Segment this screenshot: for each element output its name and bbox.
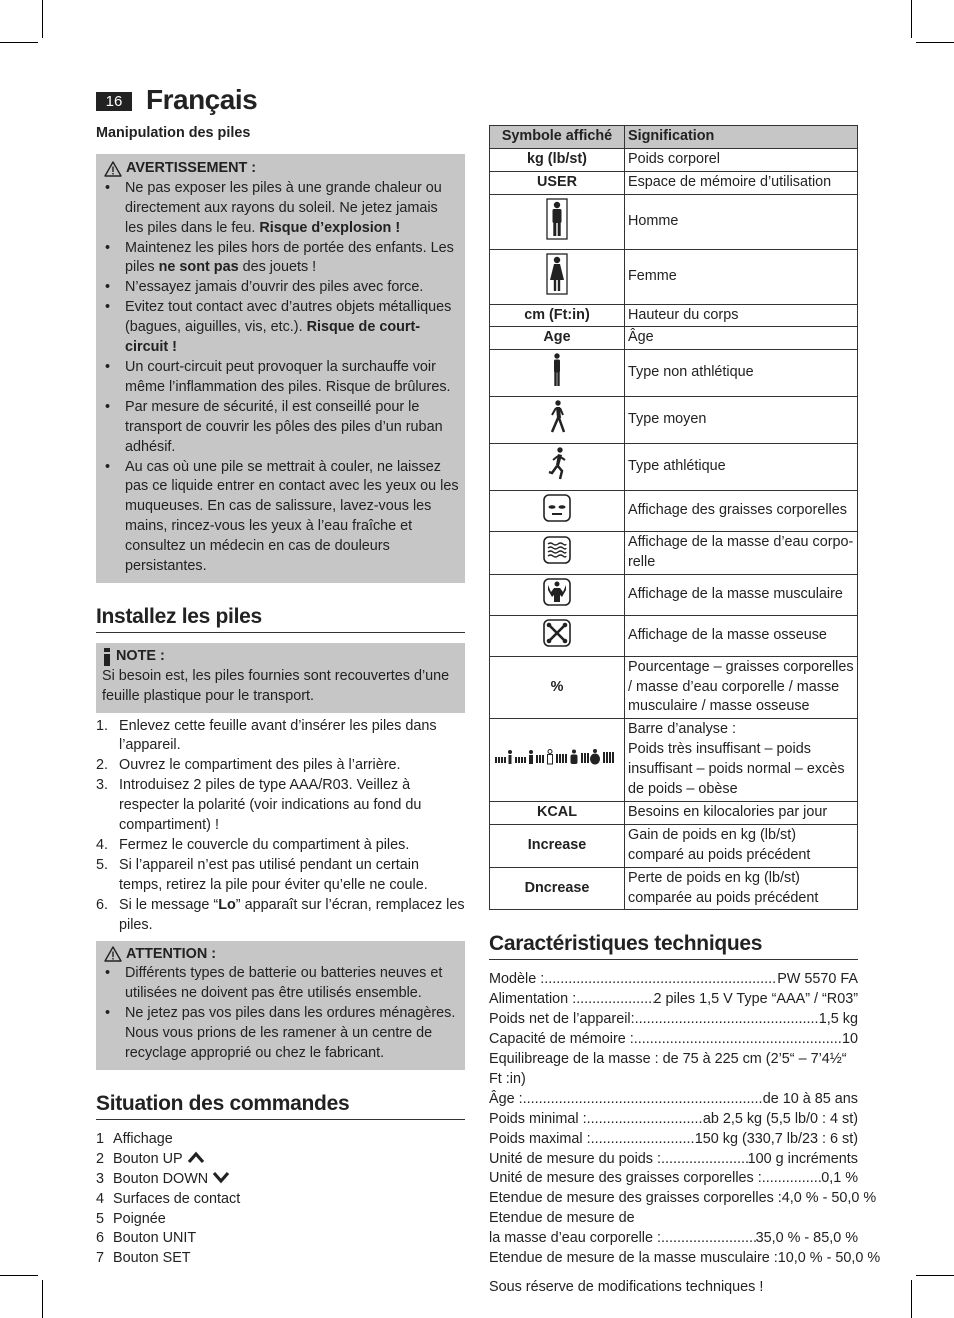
analysis-bar-icon [493, 748, 621, 773]
spec-row: Alimentation : ..... 2 piles 1,5 V Type “AAA” / “R03” [489, 990, 858, 1010]
table-row [490, 824, 858, 867]
list-item: • Par mesure de sécurité, il est conseillé pour le transport de couvrir les pôles des piles d’un ruban adhésif. [102, 398, 459, 458]
meaning-cell: Espace de mémoire d’utilisation [625, 171, 858, 194]
crop-mark [0, 42, 38, 43]
table-row [490, 148, 858, 171]
meaning-cell: Type moyen [625, 397, 858, 444]
list-item: 6 Bouton UNIT [96, 1230, 197, 1247]
crop-mark [42, 0, 43, 38]
chevron-up-icon [187, 1151, 205, 1164]
symbol-cell [490, 397, 625, 444]
page-number: 16 [96, 92, 132, 111]
attention-box [96, 941, 465, 1070]
chevron-down-icon [212, 1171, 230, 1184]
warning-title: AVERTISSEMENT : [102, 159, 459, 179]
note-title: NOTE : [102, 647, 459, 667]
table-row [490, 304, 858, 327]
spec-row: Âge : ..... de 10 à 85 ans [489, 1090, 858, 1110]
symbol-cell [490, 350, 625, 397]
list-item: 5. Si l’appareil n’est pas utilisé pendant un certain temps, retirez la pile pour éviter qu’elle ne coule. [96, 856, 428, 893]
specs-note: Sous réserve de modifications techniques ! [489, 1278, 764, 1295]
warning-box [96, 154, 465, 583]
table-row [490, 350, 858, 397]
man-icon [546, 198, 568, 247]
attention-list [102, 964, 459, 1064]
meaning-cell: Affichage de la masse osseuse [625, 615, 858, 656]
specs-list [489, 970, 881, 1269]
table-row [490, 327, 858, 350]
list-item: 4. Fermez le couvercle du compartiment à piles. [96, 837, 410, 853]
symbol-cell: Age [490, 327, 625, 350]
table-row [490, 719, 858, 802]
symbol-cell: USER [490, 171, 625, 194]
meaning-cell: Perte de poids en kg (lb/st) comparée au poids précédent [625, 867, 858, 910]
symbol-cell: cm (Ft:in) [490, 304, 625, 327]
woman-icon [546, 253, 568, 302]
spec-row: Etendue de mesure de la masse musculaire : 10,0 % - 50,0 % [489, 1250, 881, 1267]
commands-list [96, 1130, 465, 1269]
standing-person-icon [550, 353, 564, 394]
table-row [490, 194, 858, 249]
symbol-cell: Increase [490, 824, 625, 867]
meaning-cell: Affichage de la masse musculaire [625, 574, 858, 615]
note-text: Si besoin est, les piles fournies sont recouvertes d’une feuille plastique pour le transport. [102, 667, 450, 704]
spec-row: Poids maximal : ..... 150 kg (330,7 lb/23 : 6 st) [489, 1130, 858, 1150]
left-column [96, 124, 465, 1269]
symbols-table [489, 125, 858, 910]
meaning-cell: Besoins en kilocalories par jour [625, 801, 858, 824]
table-row [490, 615, 858, 656]
spec-row: Capacité de mémoire : ..... 10 [489, 1030, 858, 1050]
list-item: • Au cas où une pile se mettrait à couler, ne laissez pas ce liquide entrer en contact avec les yeux ou les muqueuses. En cas de salissure, lavez-vous les mains, rincez-vous les yeux à l’eau fraîche et consultez un médecin en cas de douleurs persistantes. [102, 458, 459, 577]
list-item: 7 Bouton SET [96, 1250, 191, 1267]
symbol-cell [490, 249, 625, 304]
specs-heading: Caractéristiques techniques [489, 934, 858, 960]
meaning-cell: Âge [625, 327, 858, 350]
table-row [490, 867, 858, 910]
warning-triangle-icon [104, 946, 122, 962]
muscle-icon [543, 578, 571, 613]
install-step-6 [96, 896, 465, 936]
list-item: • Un court-circuit peut provoquer la surchauffe voir même l’inflammation des piles. Risque de brûlures. [102, 358, 459, 398]
symbol-cell: kg (lb/st) [490, 148, 625, 171]
meaning-cell: Affichage des graisses corporelles [625, 491, 858, 532]
meaning-cell: Pourcentage – graisses corporelles / masse d’eau corporelle / masse musculaire / masse osseuse [625, 656, 858, 719]
battery-handling-subtitle: Manipulation des piles [96, 125, 251, 141]
list-item: 1 Affichage [96, 1130, 173, 1147]
crop-mark [916, 42, 954, 43]
list-item: 3. Introduisez 2 piles de type AAA/R03. Veillez à respecter la polarité (voir indications au fond du compartiment) ! [96, 777, 422, 834]
spec-row: Modèle : ..... PW 5570 FA [489, 970, 858, 990]
list-item: • Evitez tout contact avec d’autres objets métalliques (bagues, aiguilles, vis, etc.). Risque de court-circuit ! [102, 298, 459, 358]
table-row [490, 531, 858, 574]
warning-list [102, 179, 459, 577]
meaning-cell: Hauteur du corps [625, 304, 858, 327]
list-item: • N’essayez jamais d’ouvrir des piles avec force. [102, 278, 459, 298]
spec-row: Poids net de l’appareil: ..... 1,5 kg [489, 1010, 858, 1030]
meaning-cell: Type non athlétique [625, 350, 858, 397]
page-title: Français [146, 84, 258, 115]
table-header-meaning: Signification [625, 126, 858, 149]
symbol-cell [490, 194, 625, 249]
list-item: • Ne pas exposer les piles à une grande chaleur ou directement aux rayons du soleil. Ne jetez jamais les piles dans le feu. Risque d’explosion ! [102, 179, 459, 239]
list-item: 5 Poignée [96, 1210, 166, 1227]
water-icon [543, 536, 571, 571]
symbol-cell [490, 444, 625, 491]
note-box [96, 643, 465, 713]
crop-mark [42, 1280, 43, 1318]
symbol-cell: % [490, 656, 625, 719]
body-fat-icon [543, 494, 571, 529]
meaning-cell: Type athlétique [625, 444, 858, 491]
spec-row: Etendue de mesure des graisses corporelles : 4,0 % - 50,0 % [489, 1190, 877, 1207]
warning-triangle-icon [104, 161, 122, 177]
meaning-cell: Barre d’analyse : Poids très insuffisant – poids insuffisant – poids normal – excès de poids – obèse [625, 719, 858, 802]
table-row [490, 397, 858, 444]
right-column [489, 125, 881, 1298]
spec-row: Unité de mesure du poids : ..... 100 g incréments [489, 1150, 858, 1170]
list-item: 3 Bouton DOWN [96, 1170, 465, 1190]
info-icon [102, 648, 112, 666]
table-row [490, 656, 858, 719]
list-item: 1. Enlevez cette feuille avant d’insérer les piles dans l’appareil. [96, 717, 437, 754]
bone-icon [543, 619, 571, 654]
table-row [490, 171, 858, 194]
list-item: • Ne jetez pas vos piles dans les ordures ménagères. Nous vous prions de les ramener à un centre de recyclage approprié ou chez le fabricant. [102, 1004, 459, 1064]
symbol-cell [490, 574, 625, 615]
list-item: 4 Surfaces de contact [96, 1190, 241, 1207]
meaning-cell: Poids corporel [625, 148, 858, 171]
table-row [490, 444, 858, 491]
list-item: • Maintenez les piles hors de portée des enfants. Les piles ne sont pas des jouets ! [102, 239, 459, 279]
spec-row: la masse d’eau corporelle : ..... 35,0 % - 85,0 % [489, 1229, 858, 1249]
table-row [490, 574, 858, 615]
crop-mark [916, 1275, 954, 1276]
install-steps [96, 717, 465, 896]
commands-heading: Situation des commandes [96, 1094, 465, 1120]
list-item: 2. Ouvrez le compartiment des piles à l’arrière. [96, 757, 401, 774]
spec-row: Unité de mesure des graisses corporelles : ..... 0,1 % [489, 1169, 858, 1189]
spec-row: Poids minimal : ..... ab 2,5 kg (5,5 lb/0 : 4 st) [489, 1110, 858, 1130]
symbol-cell: KCAL [490, 801, 625, 824]
crop-mark [911, 0, 912, 38]
meaning-cell: Affichage de la masse d’eau corporelle [625, 531, 858, 574]
list-item: • Différents types de batterie ou batteries neuves et utilisées ne doivent pas être utilisés ensemble. [102, 964, 459, 1004]
attention-title: ATTENTION : [102, 945, 459, 965]
walking-person-icon [546, 400, 568, 441]
table-row [490, 801, 858, 824]
spec-row: Etendue de mesure de [489, 1210, 635, 1227]
crop-mark [0, 1275, 38, 1276]
crop-mark [911, 1280, 912, 1318]
install-heading: Installez les piles [96, 607, 465, 633]
table-row [490, 491, 858, 532]
list-item: 2 Bouton UP [96, 1150, 465, 1170]
meaning-cell: Homme [625, 194, 858, 249]
meaning-cell: Gain de poids en kg (lb/st) comparé au poids précédent [625, 824, 858, 867]
meaning-cell: Femme [625, 249, 858, 304]
symbol-cell [490, 615, 625, 656]
symbol-cell [490, 531, 625, 574]
symbol-cell [490, 491, 625, 532]
table-header-symbol: Symbole affiché [490, 126, 625, 149]
spec-row: Equilibreage de la masse : de 75 à 225 cm (2’5“ – 7’4½“ Ft :in) [489, 1051, 847, 1087]
list-item: 6. Si le message “Lo” apparaît sur l’écran, remplacez les piles. [96, 896, 465, 933]
symbol-cell [490, 719, 625, 802]
table-row [490, 249, 858, 304]
symbol-cell: Dncrease [490, 867, 625, 910]
running-person-icon [546, 447, 568, 488]
